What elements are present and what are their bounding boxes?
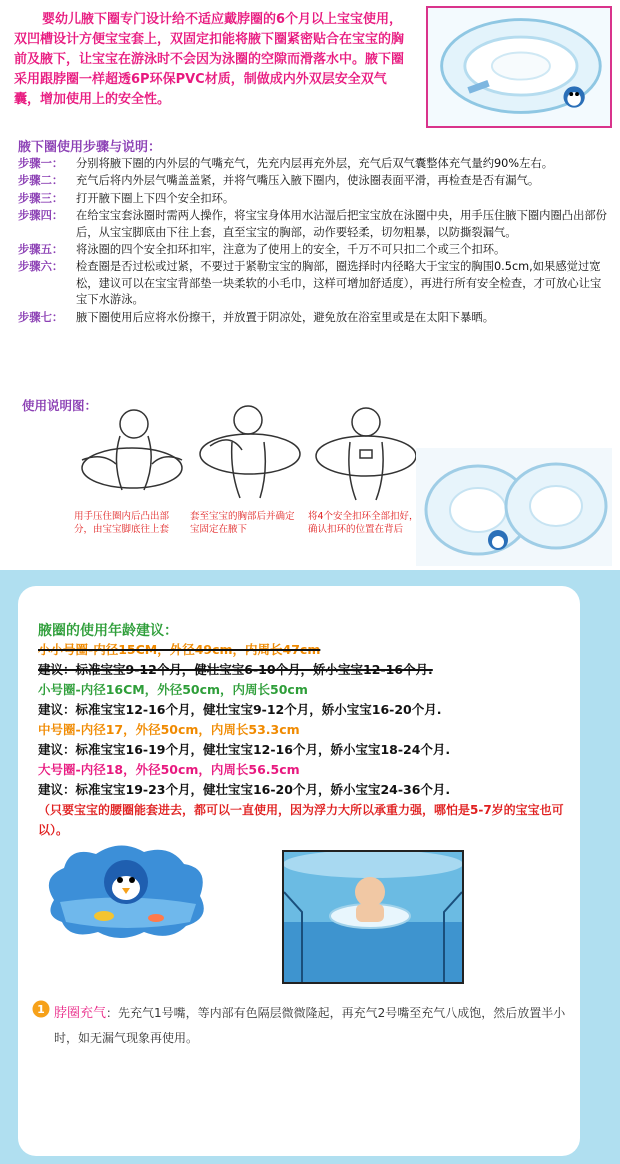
step-item [18, 191, 610, 207]
steps-title: 腋下圈使用步骤与说明： [18, 140, 162, 155]
size-row: 建议：标准宝宝16-19个月，健壮宝宝12-16个月，娇小宝宝18-24个月. [38, 742, 451, 757]
inflation-text: ：先充气1号嘴，等内部有色隔层微微隆起，再充气2号嘴至充气八成饱，然后放置半小时，如无漏气现象再使用。 [54, 1006, 566, 1045]
step-label: 步骤四： [18, 209, 64, 223]
step-item [18, 208, 610, 241]
step-item [18, 156, 610, 172]
step-text: 在给宝宝套泳圈时需两人操作，将宝宝身体用水沾湿后把宝宝放在泳圈中央，用手压住腋下圈内圈凸出部份后，从宝宝脚底由下往上套，直至宝宝的胸部，动作要轻柔，切勿粗暴，以防撕裂漏气。 [76, 209, 607, 239]
step-item [18, 259, 610, 308]
steps-list [18, 156, 610, 327]
size-row: 建议：标准宝宝19-23个月，健壮宝宝16-20个月，娇小宝宝24-36个月. [38, 782, 451, 797]
step-text: 打开腋下圈上下四个安全扣环。 [76, 191, 235, 205]
diagram-caption-3: 将4个安全扣环全部扣好，确认扣环的位置在背后 [308, 511, 419, 535]
diagram-step3-illustration [306, 402, 426, 506]
size-row: 小号圈-内径16CM，外径50cm，内周长50cm [38, 682, 308, 697]
step-item [18, 173, 610, 189]
size-row: 小小号圈-内径15CM，外径49cm，内周长47cm [38, 642, 321, 657]
size-row: 大号圈-内径18，外径50cm，内周长56.5cm [38, 762, 300, 777]
size-guide-note: （只要宝宝的腰圈能套进去，都可以一直使用，因为浮力大所以承重力强，哪怕是5-7岁的宝宝也可以）。 [38, 803, 564, 837]
age-guide-title: 腋圈的使用年龄建议： [38, 623, 178, 639]
size-row: 建议：标准宝宝9-12个月，健壮宝宝6-10个月，娇小宝宝12-16个月. [38, 662, 433, 677]
diagram-step1-illustration [72, 402, 192, 506]
step-item [18, 310, 610, 326]
inflation-title: 脖圈充气 [54, 1006, 107, 1021]
step-text: 检查圈是否过松或过紧，不要过于紧勒宝宝的胸部，圈选择时内径略大于宝宝的胸围0.5cm,如果感觉过宽松，建议可以在宝宝背部垫一块柔软的小毛巾，这样可增加舒适度），再进行所有安全检查，才可放心让宝宝下水游泳。 [76, 260, 602, 307]
size-guide-rows [38, 640, 558, 800]
diagram-caption-2: 套至宝宝的胸部后并确定宝固定在腋下 [190, 511, 295, 535]
inflation-instructions [54, 1001, 574, 1050]
step-label: 步骤三： [18, 191, 64, 205]
diagram-title: 使用说明图： [22, 398, 98, 413]
step-label: 步骤一： [18, 157, 64, 170]
step-item [18, 242, 610, 258]
baby-in-pool-photo [282, 850, 464, 984]
step-text: 腋下圈使用后应将水份擦干，并放置于阴凉处，避免放在浴室里或是在太阳下暴晒。 [76, 310, 494, 324]
step-text: 将泳圈的四个安全扣环扣牢，注意为了使用上的安全，千万不可只扣二个或三个扣环。 [76, 243, 506, 257]
step-text: 分别将腋下圈的内外层的气嘴充气，先充内层再充外层，充气后双气囊整体充气量约90%左右。 [76, 157, 553, 170]
number-badge-label: 1 [37, 1003, 45, 1016]
step-label: 步骤二： [18, 174, 64, 188]
step-text: 充气后将内外层气嘴盖盖紧，并将气嘴压入腋下圈内，使泳圈表面平滑，再检查是否有漏气。 [76, 174, 540, 188]
neck-float-product-image [426, 6, 612, 128]
diagram-step2-illustration [190, 402, 310, 506]
step-label: 步骤六： [18, 260, 64, 274]
number-badge-icon [32, 1000, 50, 1018]
diagram-caption-1: 用手压住圈内后凸出部分，由宝宝脚底往上套 [74, 511, 170, 535]
pool-illustration [284, 852, 462, 982]
penguin-mascot-illustration [40, 838, 212, 944]
size-row: 中号圈-内径17，外径50cm，内周长53.3cm [38, 722, 300, 737]
size-row: 建议：标准宝宝12-16个月，健壮宝宝9-12个月，娇小宝宝16-20个月. [38, 702, 442, 717]
underarm-float-product-image [416, 448, 612, 566]
intro-paragraph: 婴幼儿腋下圈专门设计给不适应戴脖圈的6个月以上宝宝使用，双凹槽设计方便宝宝套上，双固定扣能将腋下圈紧密贴合在宝宝的胸前及腋下，让宝宝在游泳时不会因为泳圈的空隙而滑落水中。腋下圈采用跟脖圈一样超透6P环保PVC材质，制做成内外双层安全双气囊，增加使用上的安全性。 [14, 12, 405, 107]
step-label: 步骤七： [18, 310, 64, 324]
step-label: 步骤五： [18, 243, 64, 257]
